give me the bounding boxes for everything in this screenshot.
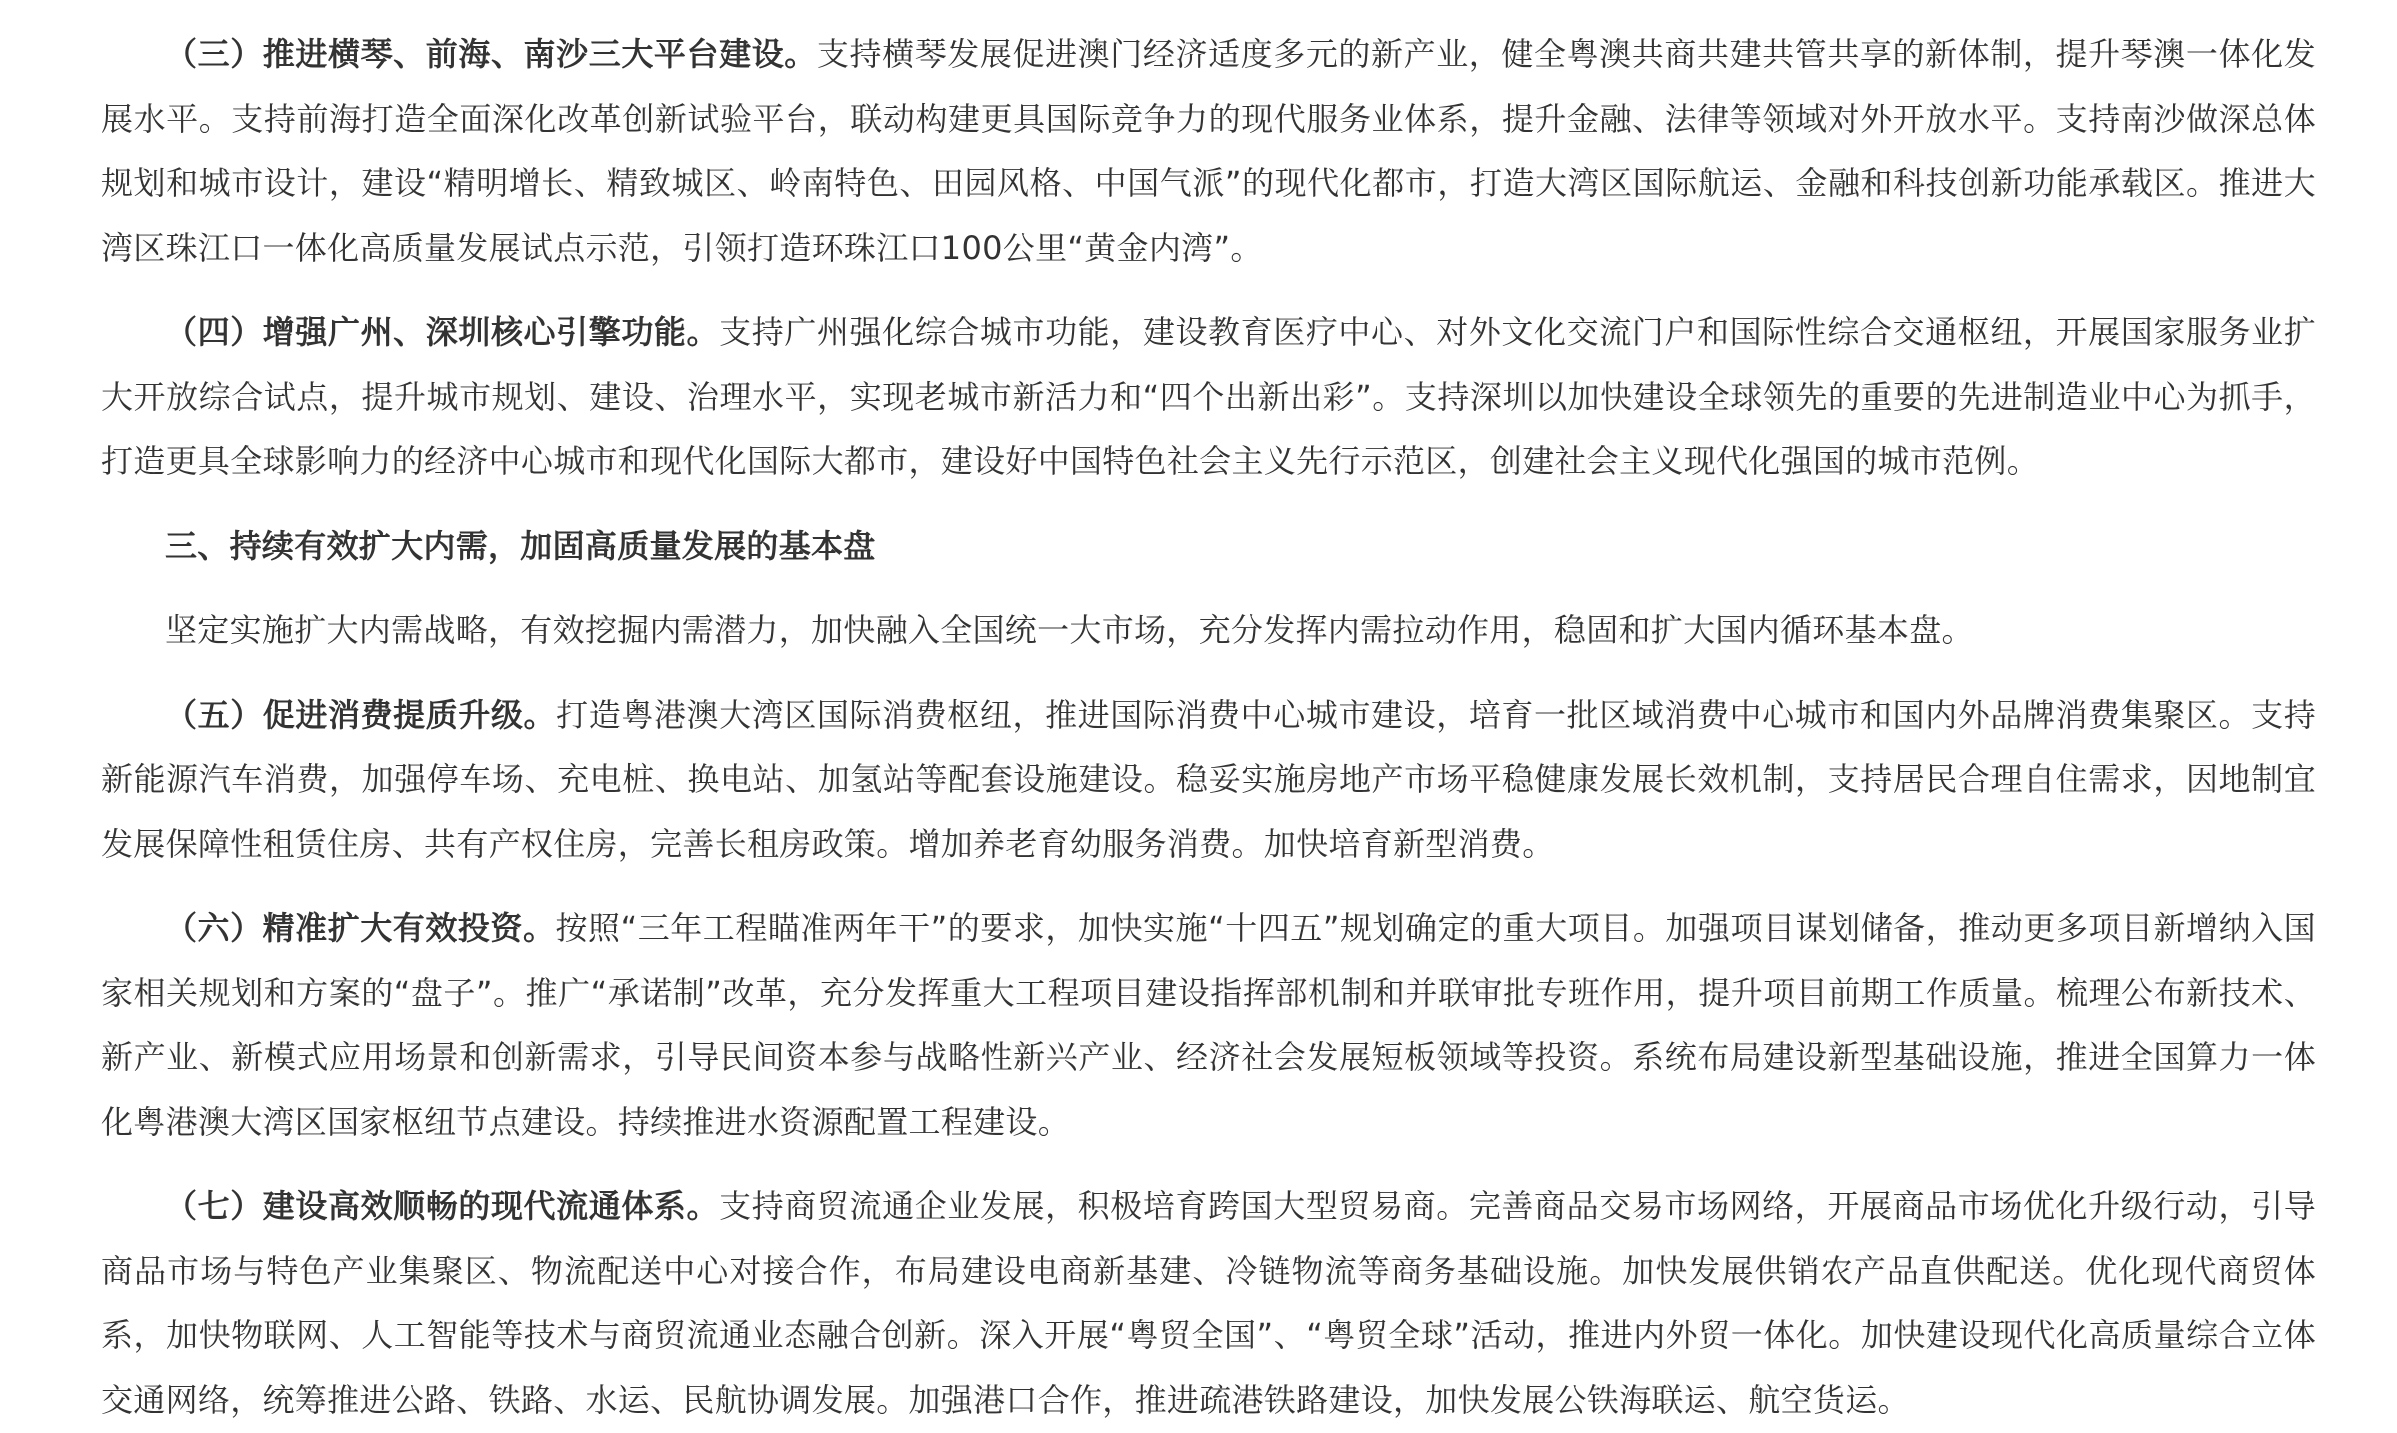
paragraph-item-3 <box>101 22 2316 280</box>
paragraph-lead: （六）精准扩大有效投资。 <box>165 909 556 947</box>
article-body <box>101 22 2316 1432</box>
paragraph-lead: （三）推进横琴、前海、南沙三大平台建设。 <box>165 35 817 73</box>
paragraph-text: 打造粤港澳大湾区国际消费枢纽，推进国际消费中心城市建设，培育一批区域消费中心城市和国内外品牌消费集聚区。支持新能源汽车消费，加强停车场、充电桩、换电站、加氢站等配套设施建设。稳妥实施房地产市场平稳健康发展长效机制，支持居民合理自住需求，因地制宜发展保障性租赁住房、共有产权住房，完善长租房政策。增加养老育幼服务消费。加快培育新型消费。 <box>101 695 2317 863</box>
section-heading <box>101 514 2316 579</box>
paragraph-lead: （四）增强广州、深圳核心引擎功能。 <box>165 313 720 351</box>
section-heading-text: 三、持续有效扩大内需，加固高质量发展的基本盘 <box>165 526 876 565</box>
paragraph-item-4 <box>101 300 2316 494</box>
paragraph-text: 支持广州强化综合城市功能，建设教育医疗中心、对外文化交流门户和国际性综合交通枢纽，开展国家服务业扩大开放综合试点，提升城市规划、建设、治理水平，实现老城市新活力和“四个出新出彩”。支持深圳以加快建设全球领先的重要的先进制造业中心为抓手，打造更具全球影响力的经济中心城市和现代化国际大都市，建设好中国特色社会主义先行示范区，创建社会主义现代化强国的城市范例。 <box>101 313 2316 480</box>
paragraph-text: 坚定实施扩大内需战略，有效挖掘内需潜力，加快融入全国统一大市场，充分发挥内需拉动作用，稳固和扩大国内循环基本盘。 <box>165 611 1974 649</box>
paragraph-item-7 <box>101 1174 2316 1432</box>
paragraph-text: 支持商贸流通企业发展，积极培育跨国大型贸易商。完善商品交易市场网络，开展商品市场优化升级行动，引导商品市场与特色产业集聚区、物流配送中心对接合作，布局建设电商新基建、冷链物流等商务基础设施。加快发展供销农产品直供配送。优化现代商贸体系，加快物联网、人工智能等技术与商贸流通业态融合创新。深入开展“粤贸全国”、“粤贸全球”活动，推进内外贸一体化。加快建设现代化高质量综合立体交通网络，统筹推进公路、铁路、水运、民航协调发展。加强港口合作，推进疏港铁路建设，加快发展公铁海联运、航空货运。 <box>101 1187 2316 1419</box>
section-intro <box>101 598 2316 663</box>
paragraph-lead: （七）建设高效顺畅的现代流通体系。 <box>165 1187 720 1225</box>
paragraph-text: 支持横琴发展促进澳门经济适度多元的新产业，健全粤澳共商共建共管共享的新体制，提升琴澳一体化发展水平。支持前海打造全面深化改革创新试验平台，联动构建更具国际竞争力的现代服务业体系，提升金融、法律等领域对外开放水平。支持南沙做深总体规划和城市设计，建设“精明增长、精致城区、岭南特色、田园风格、中国气派”的现代化都市，打造大湾区国际航运、金融和科技创新功能承载区。推进大湾区珠江口一体化高质量发展试点示范，引领打造环珠江口100公里“黄金内湾”。 <box>101 35 2316 267</box>
paragraph-item-6 <box>101 896 2316 1154</box>
paragraph-lead: （五）促进消费提质升级。 <box>165 695 557 734</box>
paragraph-text: 按照“三年工程瞄准两年干”的要求，加快实施“十四五”规划确定的重大项目。加强项目谋划储备，推动更多项目新增纳入国家相关规划和方案的“盘子”。推广“承诺制”改革，充分发挥重大工程项目建设指挥部机制和并联审批专班作用，提升项目前期工作质量。梳理公布新技术、新产业、新模式应用场景和创新需求，引导民间资本参与战略性新兴产业、经济社会发展短板领域等投资。系统布局建设新型基础设施，推进全国算力一体化粤港澳大湾区国家枢纽节点建设。持续推进水资源配置工程建设。 <box>101 909 2316 1141</box>
paragraph-item-5 <box>101 683 2316 877</box>
